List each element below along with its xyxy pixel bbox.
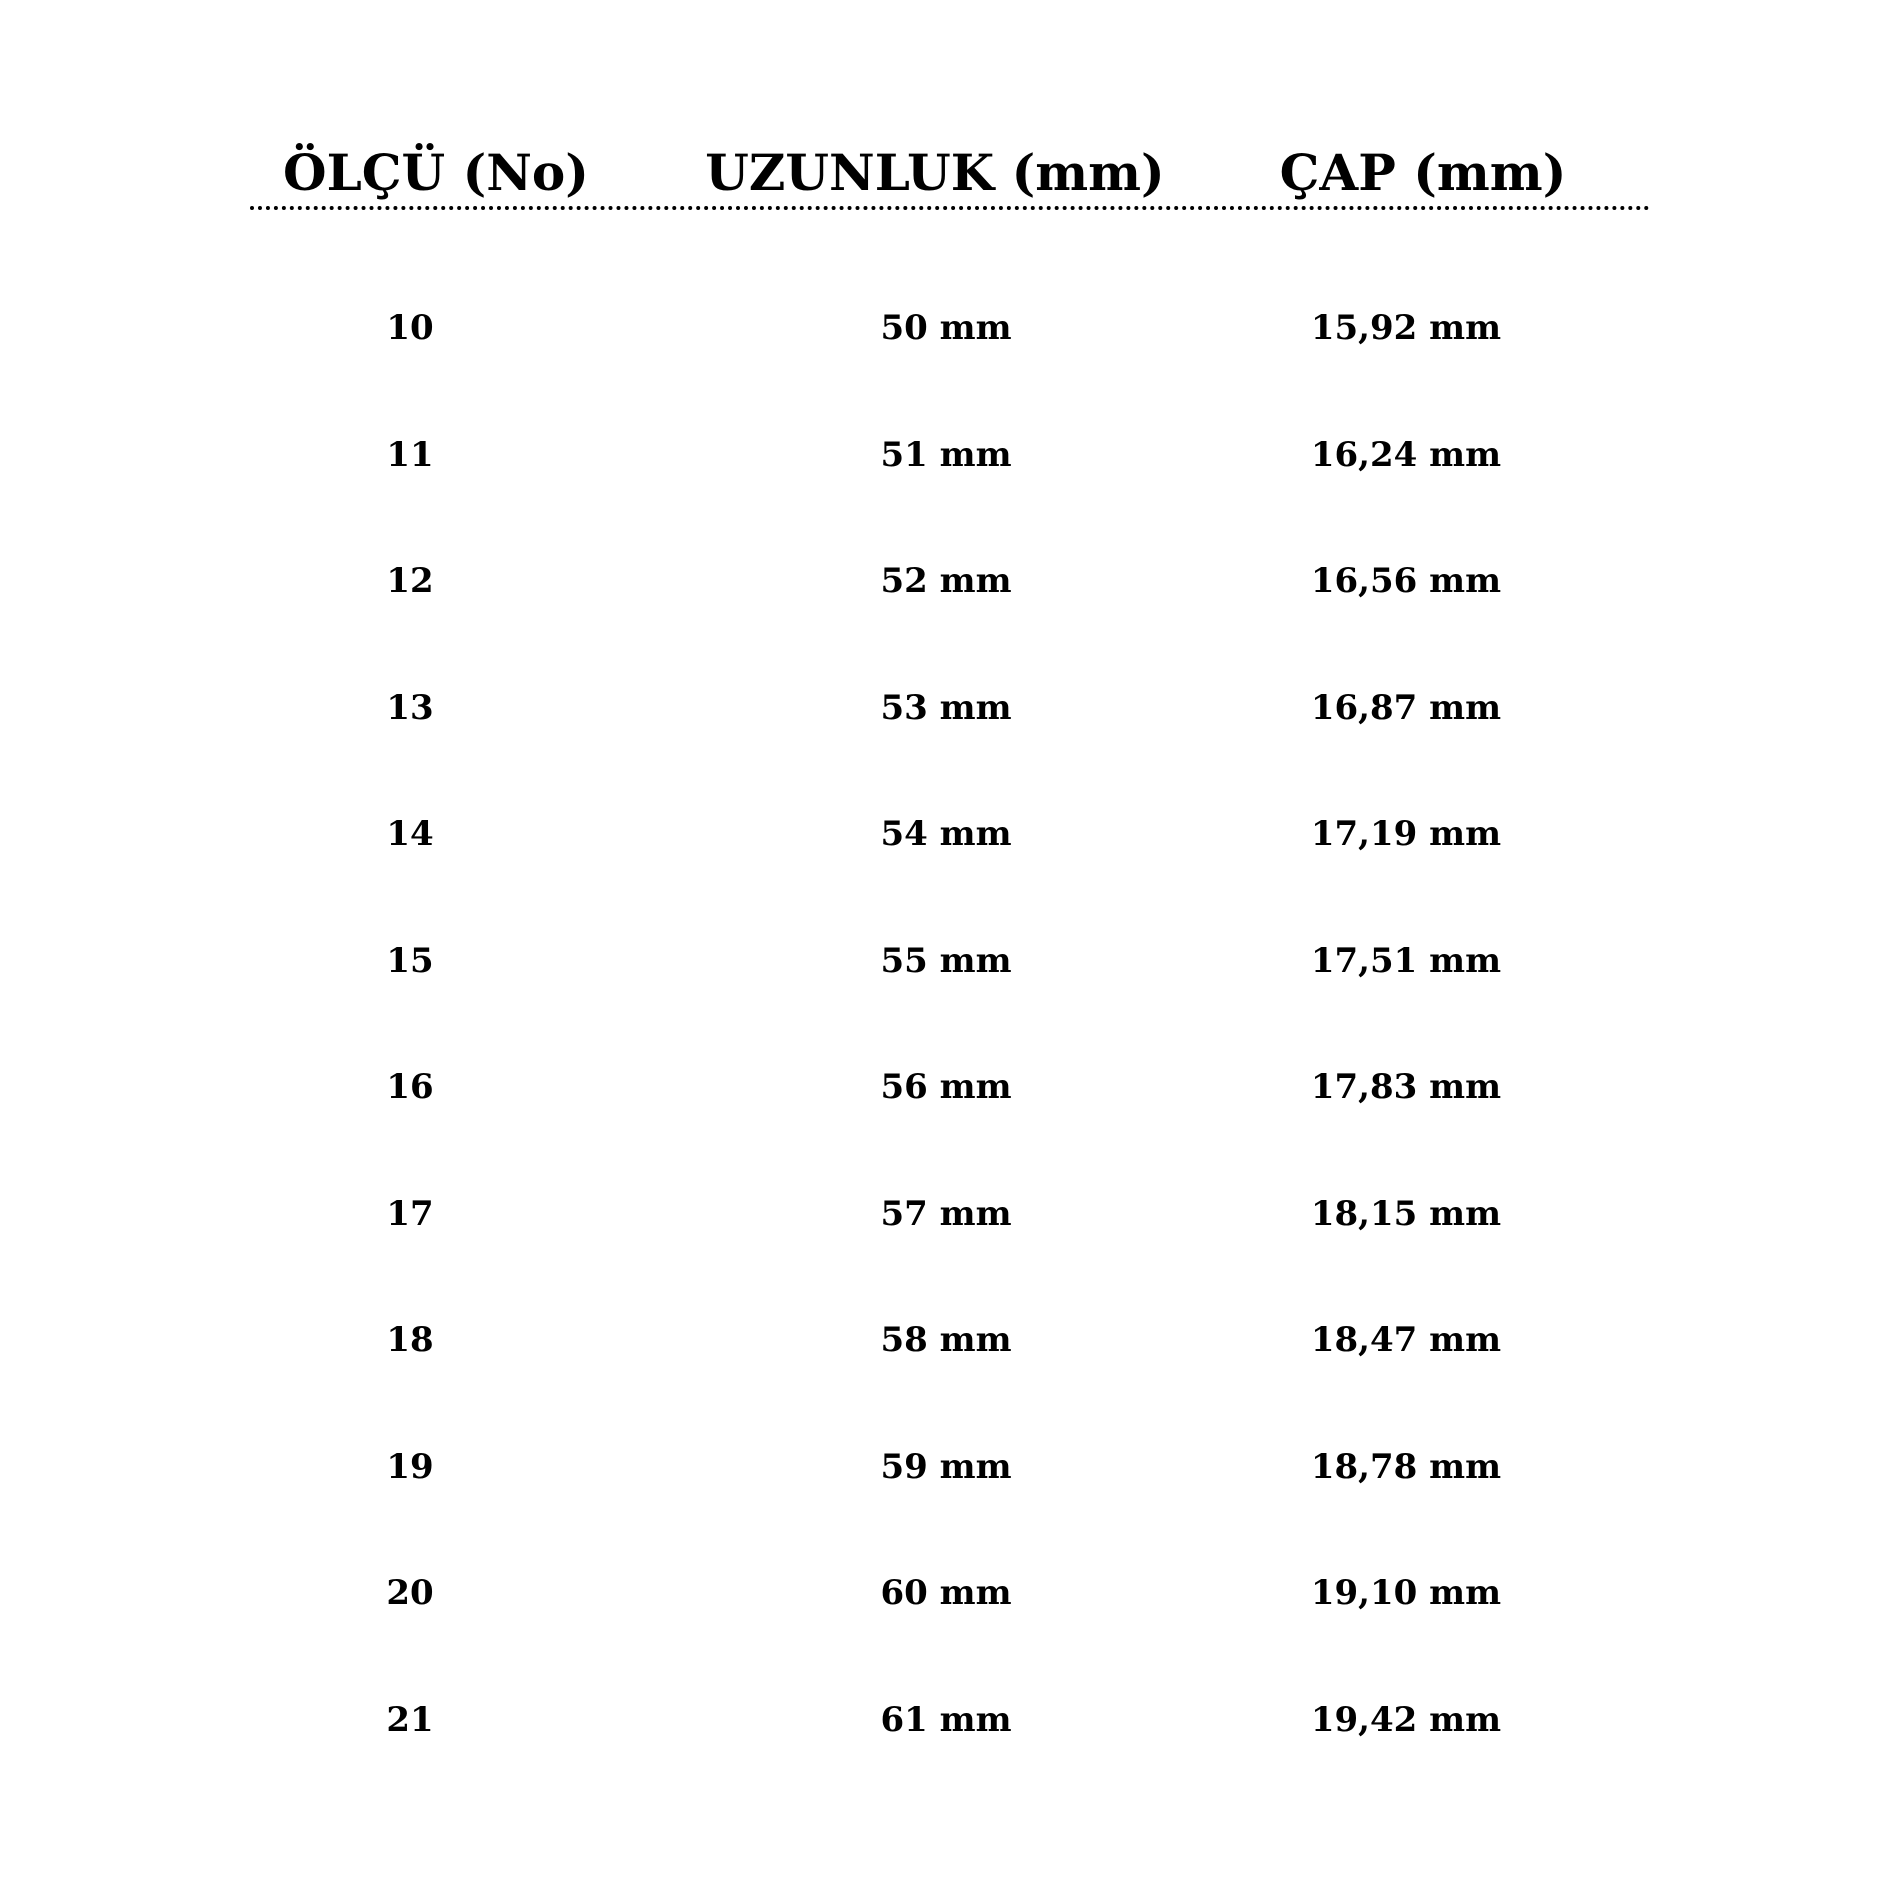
cell-diameter: 19,10 mm [1310, 1573, 1502, 1613]
cell-diameter: 15,92 mm [1310, 308, 1502, 348]
table-row [0, 1690, 1890, 1817]
cell-diameter: 16,24 mm [1310, 434, 1502, 475]
cell-length: 54 mm [880, 814, 1012, 854]
cell-diameter: 16,87 mm [1310, 687, 1502, 728]
cell-size: 13 [386, 687, 434, 728]
cell-length: 59 mm [880, 1446, 1012, 1487]
cell-length: 57 mm [880, 1193, 1012, 1234]
table-header [0, 138, 1890, 208]
table-row [0, 804, 1890, 931]
header-diameter: ÇAP (mm) [1279, 143, 1567, 202]
cell-size: 15 [386, 940, 434, 981]
table-row [0, 1057, 1890, 1184]
cell-size: 12 [386, 561, 434, 601]
cell-diameter: 17,19 mm [1310, 814, 1502, 854]
cell-size: 16 [386, 1067, 434, 1107]
table-row [0, 678, 1890, 805]
table-row [0, 1310, 1890, 1437]
cell-length: 53 mm [880, 687, 1012, 728]
cell-length: 55 mm [880, 940, 1012, 981]
cell-diameter: 18,15 mm [1310, 1193, 1502, 1234]
cell-diameter: 17,51 mm [1310, 940, 1502, 981]
cell-size: 11 [386, 434, 434, 475]
table-row [0, 1184, 1890, 1311]
table-row [0, 551, 1890, 678]
table-body [0, 298, 1890, 1816]
cell-length: 50 mm [880, 308, 1012, 348]
cell-diameter: 16,56 mm [1310, 561, 1502, 601]
cell-length: 51 mm [880, 434, 1012, 475]
header-divider [250, 206, 1650, 210]
cell-diameter: 19,42 mm [1310, 1699, 1502, 1740]
cell-length: 52 mm [880, 561, 1012, 601]
cell-size: 14 [386, 814, 434, 854]
cell-diameter: 18,47 mm [1310, 1320, 1502, 1360]
header-size: ÖLÇÜ (No) [283, 143, 589, 202]
cell-length: 56 mm [880, 1067, 1012, 1107]
cell-size: 18 [386, 1320, 434, 1360]
table-row [0, 931, 1890, 1058]
cell-length: 61 mm [880, 1699, 1012, 1740]
cell-diameter: 18,78 mm [1310, 1446, 1502, 1487]
cell-size: 10 [386, 308, 434, 348]
cell-size: 19 [386, 1446, 434, 1487]
cell-diameter: 17,83 mm [1310, 1067, 1502, 1107]
header-length: UZUNLUK (mm) [705, 143, 1165, 202]
cell-length: 60 mm [880, 1573, 1012, 1613]
table-row [0, 425, 1890, 552]
table-row [0, 1437, 1890, 1564]
table-row [0, 298, 1890, 425]
cell-size: 21 [386, 1699, 434, 1740]
cell-size: 20 [386, 1573, 434, 1613]
table-row [0, 1563, 1890, 1690]
cell-size: 17 [386, 1193, 434, 1234]
cell-length: 58 mm [880, 1320, 1012, 1360]
